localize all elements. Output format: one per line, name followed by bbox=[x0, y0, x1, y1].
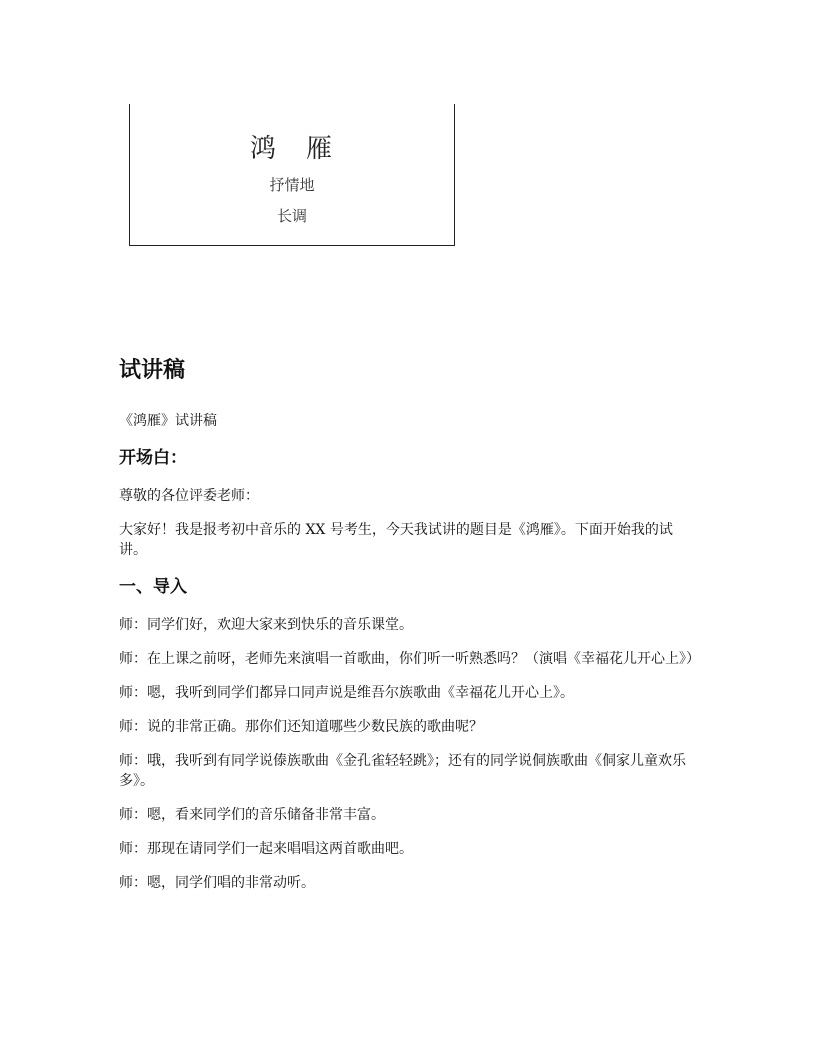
score-title-right: 雁 bbox=[306, 134, 335, 164]
document-heading: 试讲稿 bbox=[119, 358, 186, 383]
dialogue-paragraph: 师：嗯，看来同学们的音乐储备非常丰富。 bbox=[119, 807, 385, 823]
dialogue-paragraph: 师：嗯，我听到同学们都异口同声说是维吾尔族歌曲《幸福花儿开心上》。 bbox=[119, 685, 574, 701]
section-heading-intro: 一、导入 bbox=[119, 577, 187, 597]
score-card bbox=[129, 104, 455, 246]
dialogue-paragraph: 师：那现在请同学们一起来唱唱这两首歌曲吧。 bbox=[119, 841, 413, 857]
intro-paragraph: 大家好！我是报考初中音乐的 XX 号考生，今天我试讲的题目是《鸿雁》。下面开始我的试讲。 bbox=[119, 522, 673, 558]
greeting-paragraph: 尊敬的各位评委老师： bbox=[119, 488, 259, 504]
score-genre-label: 长调 bbox=[276, 207, 307, 225]
score-title bbox=[130, 128, 454, 165]
dialogue-paragraph: 师：说的非常正确。那你们还知道哪些少数民族的歌曲呢？ bbox=[119, 719, 483, 735]
opening-heading: 开场白： bbox=[119, 448, 187, 468]
document-body bbox=[119, 355, 699, 907]
score-expression-marking: 抒情地 bbox=[269, 176, 315, 194]
dialogue-paragraph: 师：嗯，同学们唱的非常动听。 bbox=[119, 875, 315, 891]
dialogue-paragraph: 师：在上课之前呀，老师先来演唱一首歌曲，你们听一听熟悉吗？（演唱《幸福花儿开心上》） bbox=[119, 651, 700, 667]
dialogue-paragraph: 师：同学们好，欢迎大家来到快乐的音乐课堂。 bbox=[119, 617, 413, 633]
document-subtitle: 《鸿雁》试讲稿 bbox=[119, 413, 217, 429]
score-title-left: 鸿 bbox=[249, 134, 278, 164]
dialogue-paragraph: 师：哦，我听到有同学说傣族歌曲《金孔雀轻轻跳》；还有的同学说侗族歌曲《侗家儿童欢乐多》。 bbox=[119, 753, 686, 789]
